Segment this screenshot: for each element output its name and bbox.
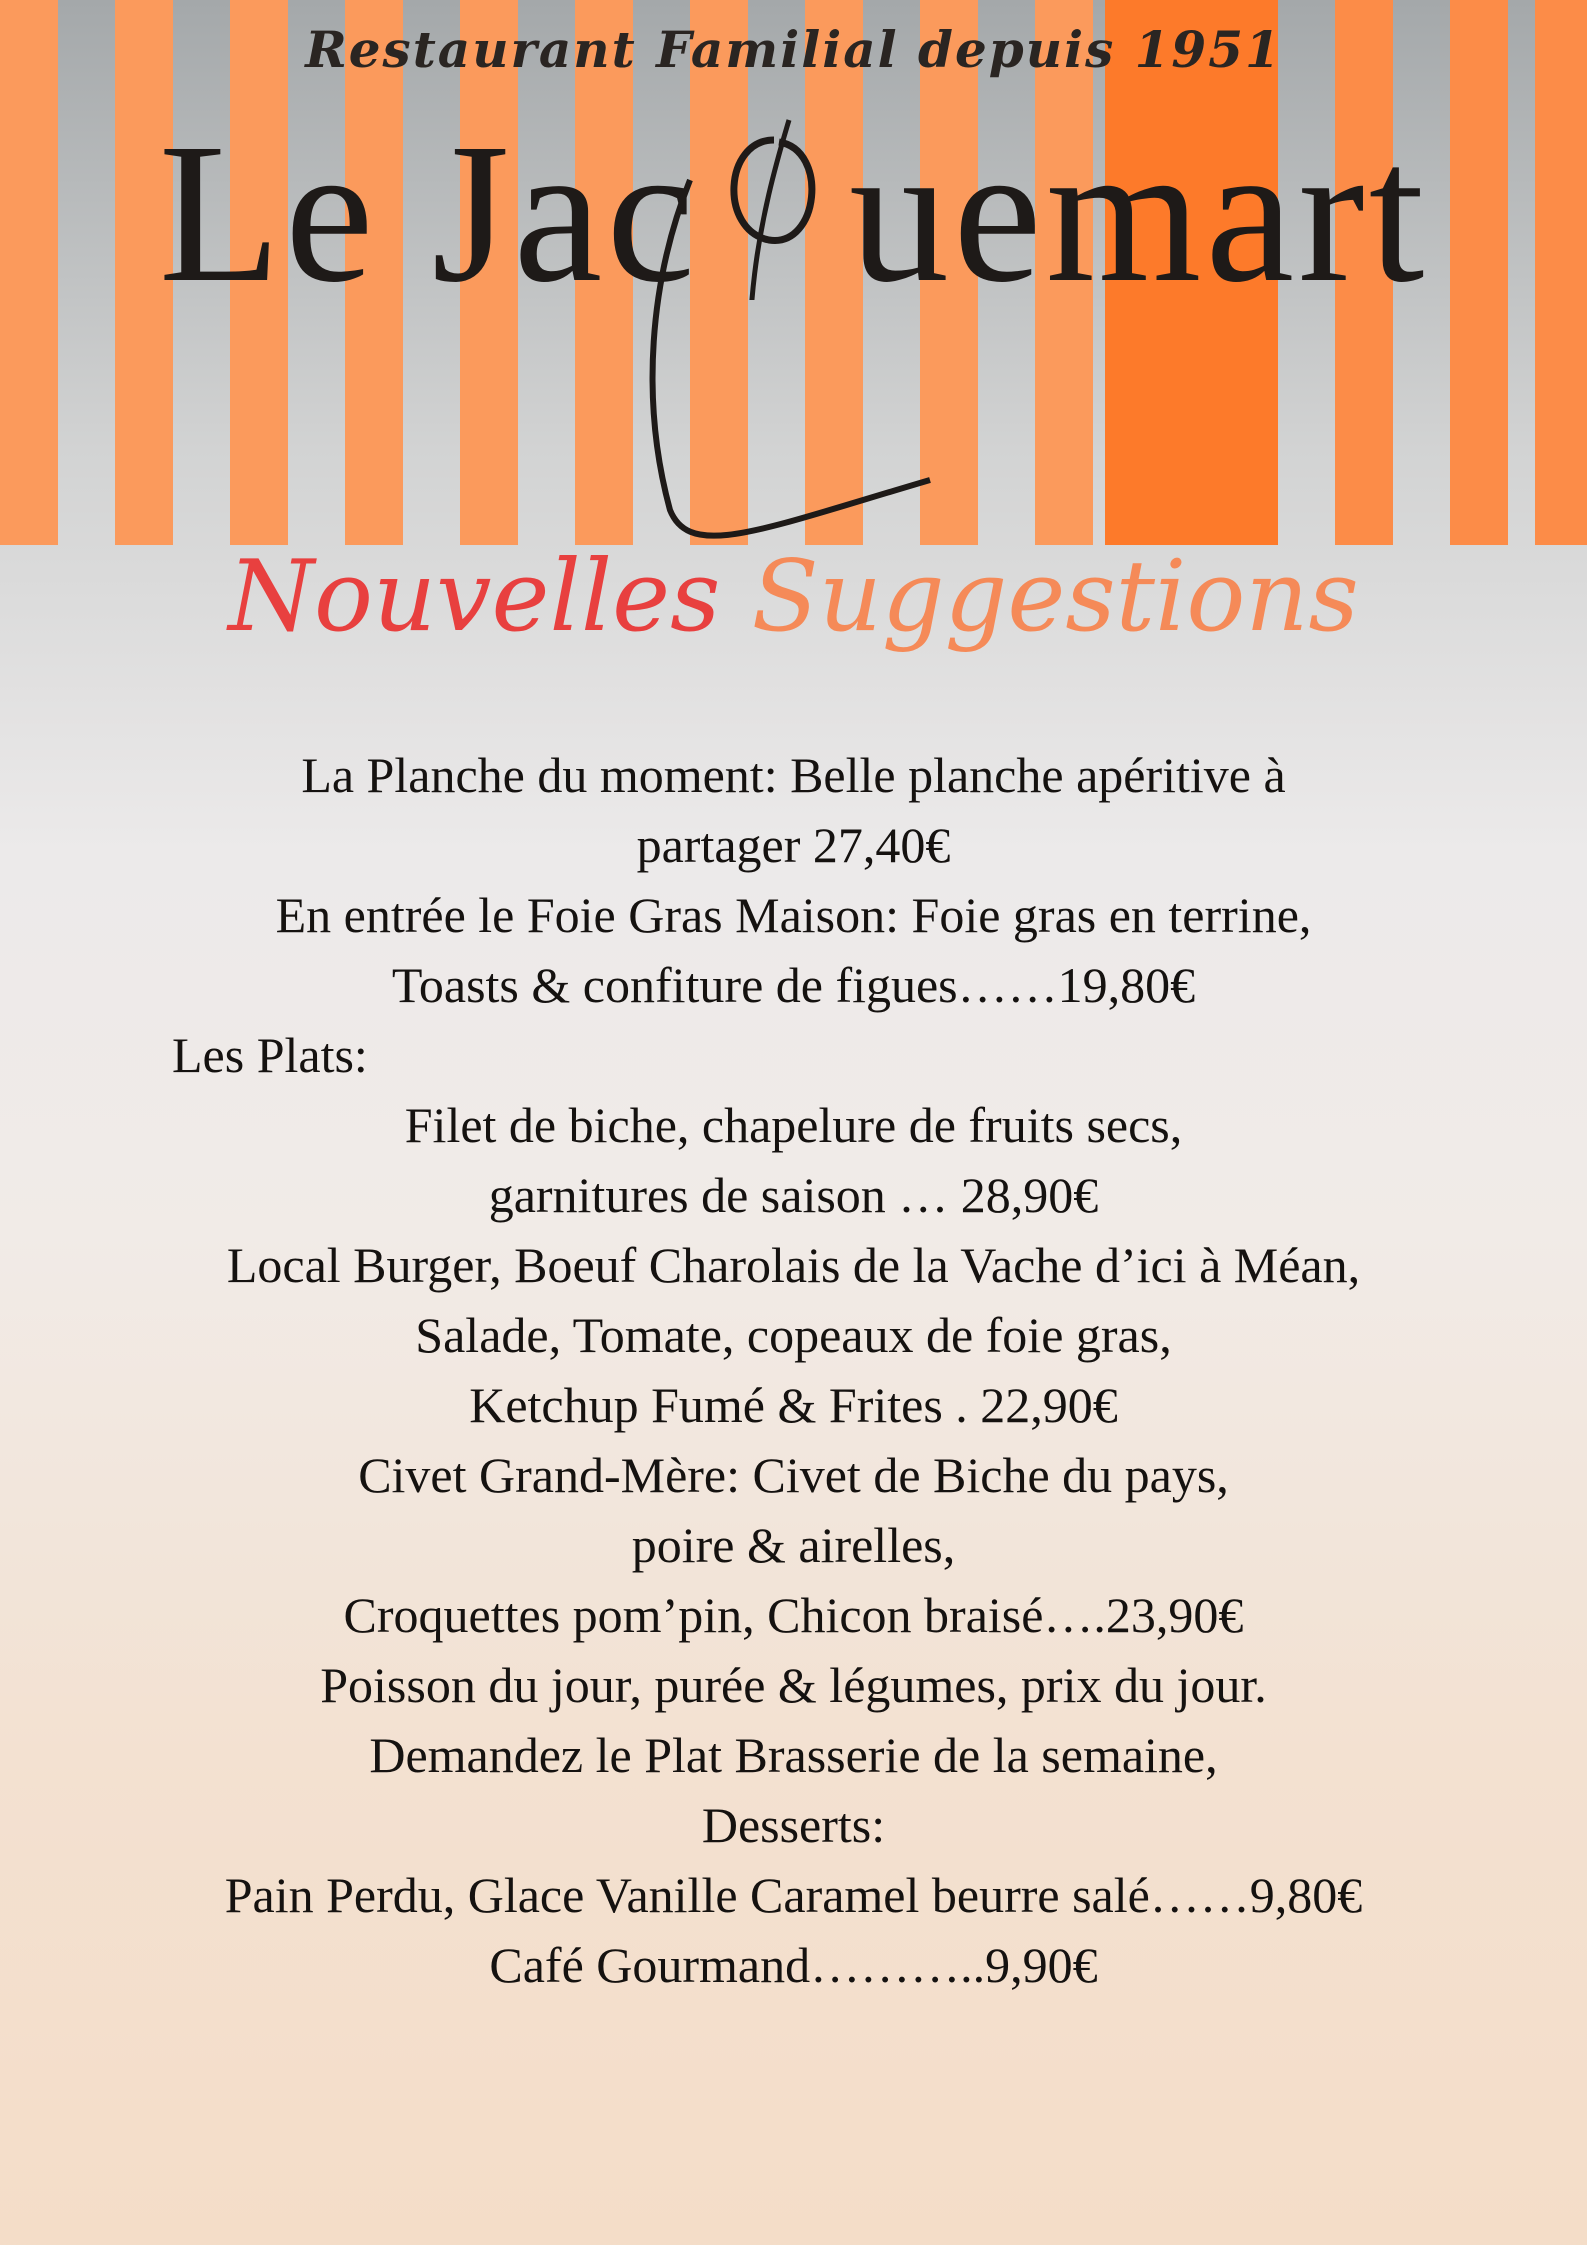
section-title-word-2: Suggestions <box>751 540 1359 654</box>
tagline: Restaurant Familial depuis 1951 <box>305 20 1282 79</box>
menu-line: Café Gourmand………..9,90€ <box>489 1937 1098 1993</box>
menu-line: poire & airelles, <box>631 1517 956 1573</box>
menu-line: La Planche du moment: Belle planche apéritive à <box>301 747 1286 803</box>
menu-line: Poisson du jour, purée & légumes, prix du jour. <box>320 1657 1267 1713</box>
menu-line: Local Burger, Boeuf Charolais de la Vache d’ici à Méan, <box>226 1237 1361 1293</box>
menu-line: partager 27,40€ <box>636 817 951 873</box>
section-title <box>0 540 1587 654</box>
menu-line: Pain Perdu, Glace Vanille Caramel beurre salé……9,80€ <box>224 1867 1363 1923</box>
menu-line: Desserts: <box>701 1797 886 1853</box>
menu-line: Salade, Tomate, copeaux de foie gras, <box>415 1307 1172 1363</box>
menu-line: Croquettes pom’pin, Chicon braisé….23,90€ <box>343 1587 1244 1643</box>
menu-line: En entrée le Foie Gras Maison: Foie gras en terrine, <box>275 887 1312 943</box>
menu-line: Filet de biche, chapelure de fruits secs, <box>404 1097 1183 1153</box>
restaurant-name-start: Le Jac <box>158 103 700 324</box>
menu-line: garnitures de saison … 28,90€ <box>488 1167 1099 1223</box>
title-swash-icon <box>0 0 1587 560</box>
menu-line: Civet Grand-Mère: Civet de Biche du pays, <box>358 1447 1229 1503</box>
menu-line: Ketchup Fumé & Frites . 22,90€ <box>469 1377 1118 1433</box>
section-title-word-1: Nouvelles <box>228 540 721 654</box>
menu-line: Demandez le Plat Brasserie de la semaine, <box>369 1727 1218 1783</box>
restaurant-name-end: uemart <box>849 103 1429 324</box>
menu-line: Toasts & confiture de figues……19,80€ <box>391 957 1196 1013</box>
menu-line: Les Plats: <box>172 1027 368 1083</box>
